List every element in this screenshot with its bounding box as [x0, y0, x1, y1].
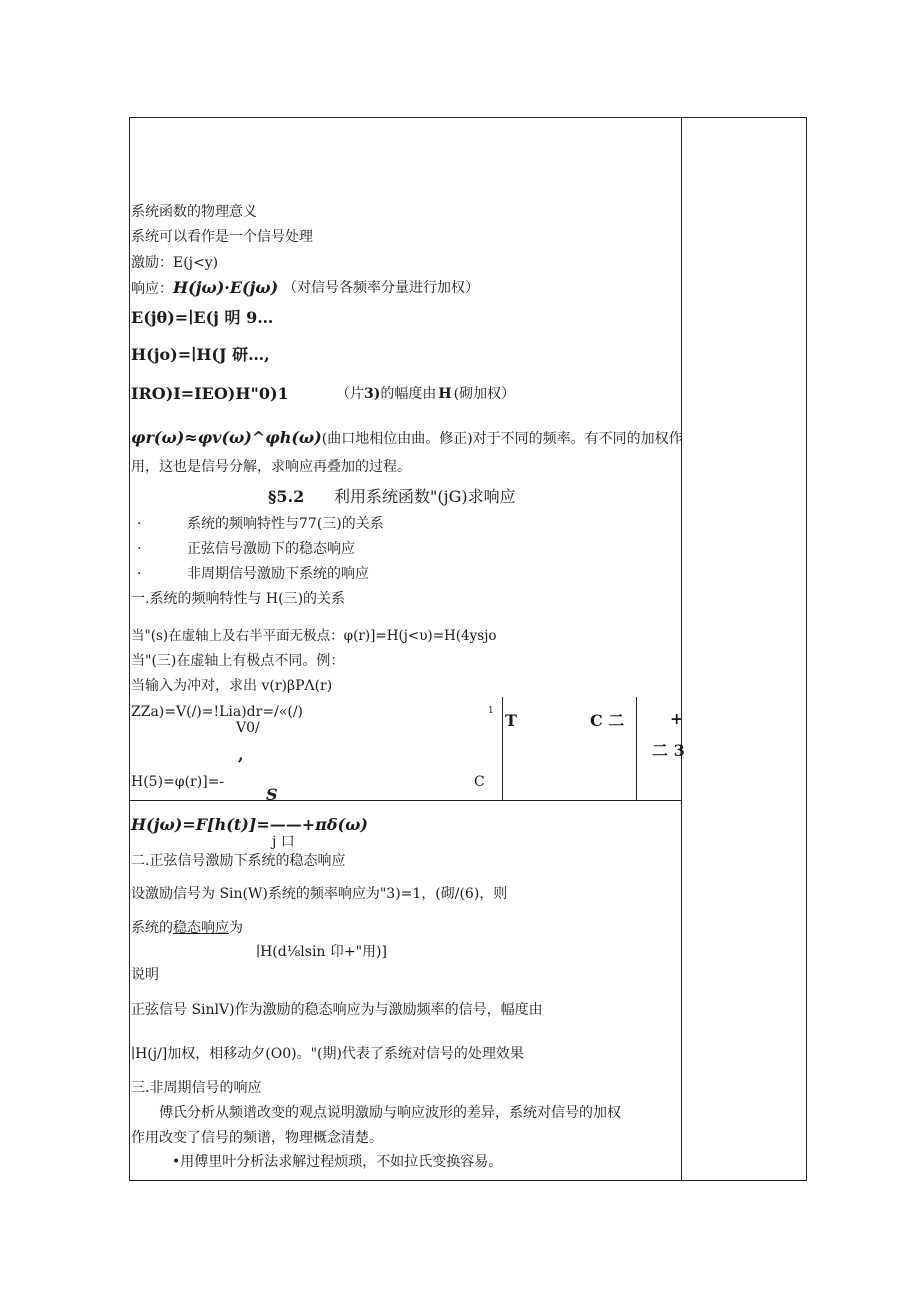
equation-E: E(jθ)=∣E(j 明 9… [131, 308, 274, 327]
row-divider [129, 800, 682, 801]
phase-note-cont: 用，这也是信号分解，求响应再叠加的过程。 [131, 459, 411, 475]
text-line: 设激励信号为 Sin(W)系统的频率响应为"3)=1，(砌/(6)，则 [131, 886, 508, 902]
equation-H: H(jo)=∣H(J 研…, [131, 345, 270, 364]
equation-v0: V0/ [236, 720, 260, 736]
bullet-item: •用傅里叶分析法求解过程烦琐，不如拉氏变换容易。 [172, 1154, 503, 1170]
bullet-mark: · [137, 516, 142, 532]
equation-zza: ZZa)=V(/)=!Lia)dr=/«(/) [131, 704, 303, 720]
explain-label: 说明 [131, 967, 159, 983]
text-line: ∣H(j/]加权，相移动夕(O0)。"(期)代表了系统对信号的处理效果 [131, 1046, 524, 1062]
equation-Hjw: H(jω)=F[h(t)]=——+πδ(ω) [131, 815, 368, 834]
bullet-item: 非周期信号激励下系统的响应 [187, 566, 369, 582]
cell-C: C 二 [590, 711, 625, 730]
response-line [131, 279, 278, 298]
phase-formula: φr(ω)≈φv(ω)^φh(ω) [131, 428, 322, 447]
text-line: 系统可以看作是一个信号处理 [131, 229, 313, 245]
bullet-mark: · [137, 541, 142, 557]
weighting-note: （对信号各频率分量进行加权） [283, 280, 479, 296]
equation-C: C [474, 774, 485, 790]
equation-denominator: j 口 [272, 834, 295, 850]
subsection-title: 三.非周期信号的响应 [131, 1080, 262, 1096]
text-line: 当输入为冲对，求出 v(r)βPΛ(r) [131, 678, 333, 694]
column-divider [681, 117, 682, 1181]
section-heading: 利用系统函数"(jG)求响应 [334, 487, 516, 506]
excitation-line: 激励：E(j<y) [131, 255, 219, 271]
paragraph: 作用改变了信号的频谱，物理概念清楚。 [131, 1130, 383, 1146]
inner-divider-1 [502, 697, 503, 800]
inner-divider-2 [636, 697, 637, 800]
amplitude-note: （片3)的幅度由 H (砌加权） [336, 386, 516, 402]
cell-23: 二 3 [652, 741, 685, 760]
response-formula: H(jω)·E(jω) [173, 278, 279, 297]
text-line: 当"(三)在虚轴上有极点不同。例： [131, 653, 345, 669]
equation-h5: H(5)=φ(r)]=- [131, 774, 225, 790]
phase-note: (曲口地相位由曲。修正)对于不同的频率。有不同的加权作 [321, 431, 683, 447]
bullet-item: 正弦信号激励下的稳态响应 [187, 541, 355, 557]
bullet-mark: · [137, 566, 142, 582]
bullet-item: 系统的频响特性与77(三)的关系 [187, 516, 384, 532]
text-line: 正弦信号 SinlV)作为激励的稳态响应为与激励频率的信号，幅度由 [131, 1002, 543, 1018]
cell-plus: + [670, 709, 684, 728]
cell-superscript: 1 [488, 706, 494, 716]
cell-T: T [505, 711, 517, 730]
paragraph: 傅氏分析从频谱改变的观点说明激励与响应波形的差异，系统对信号的加权 [159, 1105, 621, 1121]
section-title: 系统函数的物理意义 [131, 204, 257, 220]
equation-comma: , [238, 745, 244, 764]
equation-S: S [266, 786, 278, 800]
steady-state-line: 系统的稳态响应为 [131, 920, 243, 936]
text-line: 当"(s)在虚轴上及右半平面无极点：φ(r)]=H(j<υ)=H(4ysjo [131, 628, 497, 644]
subsection-title: 一.系统的频响特性与 H(三)的关系 [131, 591, 346, 607]
equation-IRO: IRO)I=IEO)H"0)1 [131, 384, 289, 403]
phase-line [131, 429, 683, 448]
steady-state-formula: ∣H(d⅛lsin 卬+"用)] [256, 944, 387, 960]
response-label: 响应： [131, 281, 173, 297]
subsection-title: 二.正弦信号激励下系统的稳态响应 [131, 853, 346, 869]
section-number: §5.2 [268, 487, 305, 506]
table-frame [129, 117, 807, 1181]
